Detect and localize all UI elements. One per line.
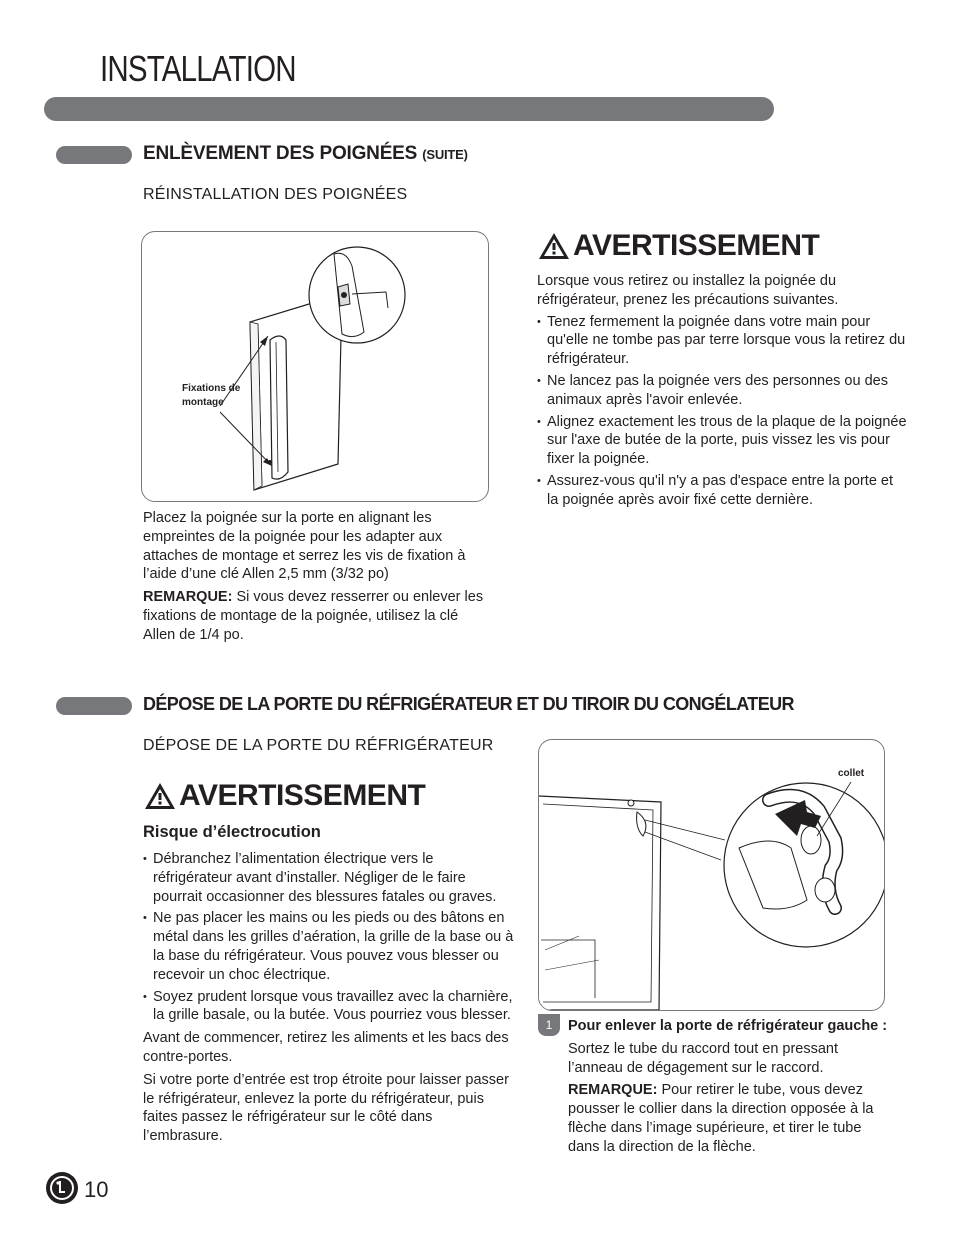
warning-title-handles [537, 229, 819, 263]
step-text: Sortez le tube du raccord tout en pressant l’anneau de dégagement sur le raccord. [568, 1040, 839, 1076]
warning-triangle-icon [143, 781, 177, 811]
note-label: REMARQUE: [143, 589, 233, 605]
list-item: • Tenez fermement la poignée dans votre main pour qu'elle ne tombe pas par terre lorsque vous la retirez du réfrigérateur. [537, 313, 907, 369]
figure-handle-reinstall [141, 231, 489, 502]
note-text: Si vous devez resserrer ou enlever les fixations de montage de la poignée, utilisez la clé Allen de 1/4 po. [143, 589, 484, 643]
warning-electro-body [143, 847, 515, 1146]
subheading-door-removal: DÉPOSE DE LA PORTE DU RÉFRIGÉRATEUR [143, 737, 494, 754]
figure-label-fixations: Fixations de montage [182, 383, 241, 408]
warning-subtitle: Risque d’électrocution [143, 823, 321, 841]
section-marker [56, 697, 132, 715]
step-1-content [568, 1017, 888, 1157]
section-heading-handles [143, 143, 468, 165]
step-number: 1 [538, 1014, 560, 1036]
step-title: Pour enlever la porte de réfrigérateur gauche : [568, 1018, 888, 1034]
warning-title-text: AVERTISSEMENT [179, 779, 426, 812]
note-text: Pour retirer le tube, vous devez pousser le collier dans la direction opposée à la flèche dans l’image supérieure, et tirer le tube dans la direction de la flèche. [568, 1082, 874, 1155]
list-item: • Ne pas placer les mains ou les pieds ou des bâtons en métal dans les grilles d’aération, la grille de la base ou à la base du réfrigérateur. Vous pouvez vous blesser ou recevoir un choc électrique. [143, 909, 515, 984]
list-item: • Ne lancez pas la poignée vers des personnes ou des animaux après l'avoir enlevée. [537, 372, 907, 410]
section-heading-text: ENLÈVEMENT DES POIGNÉES [143, 143, 418, 164]
lg-logo-icon [46, 1172, 78, 1204]
tube-illustration [539, 740, 885, 1011]
warning-intro: Lorsque vous retirez ou installez la poignée du réfrigérateur, prenez les précautions suivantes. [537, 273, 839, 308]
section-heading-suffix: (SUITE) [422, 147, 468, 162]
lg-logo [46, 1172, 78, 1204]
title-bar [44, 97, 774, 121]
section-heading-door-removal: DÉPOSE DE LA PORTE DU RÉFRIGÉRATEUR ET DU TIROIR DU CONGÉLATEUR [143, 694, 794, 714]
warning-electro-list [143, 850, 515, 1025]
list-item: • Assurez-vous qu'il n'y a pas d'espace entre la porte et la poignée après avoir fixé cette dernière. [537, 472, 907, 510]
note-label: REMARQUE: [568, 1082, 658, 1099]
section-marker [56, 146, 132, 164]
paragraph-before-start: Avant de commencer, retirez les aliments et les bacs des contre-portes. [143, 1030, 509, 1065]
page-number: 10 [84, 1177, 109, 1202]
list-item: • Alignez exactement les trous de la plaque de la poignée sur l'axe de butée de la porte, puis vissez les vis pour fixer la poignée. [537, 413, 907, 469]
warning-handles-body [537, 272, 907, 510]
page-title: INSTALLATION [100, 48, 296, 89]
subheading-reinstall: RÉINSTALLATION DES POIGNÉES [143, 186, 408, 203]
list-item: • Soyez prudent lorsque vous travaillez avec la charnière, la grille basale, ou la butée. Vous pourriez vous blesser. [143, 988, 515, 1026]
note-reinstall [143, 588, 493, 644]
figure-label-collet: collet [838, 768, 865, 779]
handle-illustration [142, 232, 489, 502]
step-note [568, 1081, 888, 1156]
paragraph-narrow-door: Si votre porte d’entrée est trop étroite pour laisser passer le réfrigérateur, enlevez la porte du réfrigérateur, puis faites passez le réfrigérateur sur le côté dans l’embrasure. [143, 1071, 509, 1145]
warning-title-text: AVERTISSEMENT [573, 229, 820, 262]
warning-title-electro [143, 779, 425, 813]
figure-tube-removal [538, 739, 885, 1011]
warning-triangle-icon [537, 231, 571, 261]
caption-reinstall: Placez la poignée sur la porte en alignant les empreintes de la poignée pour les adapter aux attaches de montage et serrez les vis de fixation à l’aide d’une clé Allen 2,5 mm (3/32 po) [143, 510, 466, 583]
list-item: • Débranchez l’alimentation électrique vers le réfrigérateur avant d’installer. Négliger de le faire pourrait occasionner des blessures fatales ou graves. [143, 850, 515, 906]
warning-handles-list [537, 313, 907, 510]
